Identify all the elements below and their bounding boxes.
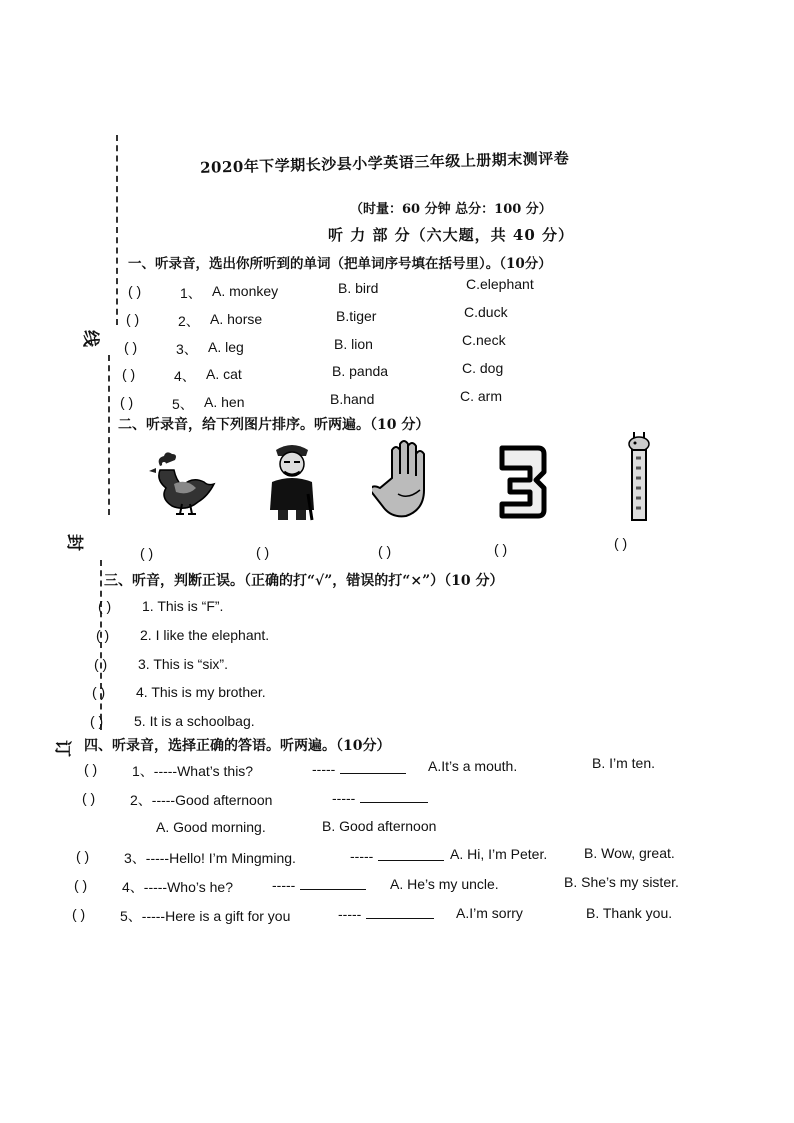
binding-dashed-line-bottom bbox=[100, 560, 102, 730]
margin-mark-ding: 订 bbox=[52, 740, 72, 757]
page-title: 2020年下学期长沙县小学英语三年级上册期末测评卷 bbox=[199, 149, 570, 177]
option-b: B. panda bbox=[332, 363, 389, 379]
option-b: B. She’s my sister. bbox=[564, 874, 679, 890]
item-number: 4、 bbox=[174, 368, 196, 384]
statement-text: 2. I like the elephant. bbox=[140, 627, 270, 643]
answer-paren[interactable]: ( ) bbox=[96, 627, 110, 643]
option-b: B. I’m ten. bbox=[592, 755, 656, 771]
response-blank[interactable] bbox=[340, 761, 406, 774]
picture-order-paren[interactable]: ( ) bbox=[140, 545, 154, 561]
option-b: B.hand bbox=[330, 391, 375, 407]
picture-order-paren[interactable]: ( ) bbox=[614, 535, 628, 551]
statement-text: 3. This is “six”. bbox=[138, 656, 228, 672]
option-c: C.neck bbox=[462, 332, 506, 348]
response-dash: ----- bbox=[272, 877, 296, 893]
option-a: A. hen bbox=[204, 394, 245, 410]
picture-order-paren[interactable]: ( ) bbox=[256, 544, 270, 560]
binding-dashed-line-middle bbox=[108, 355, 110, 515]
margin-mark-xian: 线 bbox=[80, 330, 100, 347]
question-text: 1、-----What’s this? bbox=[132, 763, 254, 779]
giraffe-picture bbox=[622, 428, 658, 524]
item-number: 1、 bbox=[180, 285, 202, 301]
section-2-heading: 二、听录音，给下列图片排序。听两遍。（10 分） bbox=[118, 417, 430, 433]
section-1-heading: 一、听录音，选出你所听到的单词（把单词序号填在括号里）。（10分） bbox=[128, 256, 552, 272]
option-b: B. Good afternoon bbox=[322, 818, 437, 834]
hen-picture bbox=[146, 448, 218, 520]
response-dash: ----- bbox=[338, 906, 362, 922]
question-text: 3、-----Hello! I’m Mingming. bbox=[124, 850, 296, 866]
item-number: 5、 bbox=[172, 396, 194, 412]
option-a: A. Good morning. bbox=[156, 819, 266, 835]
question-text: 5、-----Here is a gift for you bbox=[120, 908, 291, 924]
response-blank[interactable] bbox=[300, 877, 366, 890]
answer-paren[interactable]: ( ) bbox=[98, 598, 112, 614]
item-number: 2、 bbox=[178, 313, 200, 329]
question-text: 2、-----Good afternoon bbox=[130, 792, 273, 808]
option-a: A. Hi, I’m Peter. bbox=[450, 846, 548, 862]
option-a: A.It’s a mouth. bbox=[428, 758, 518, 774]
option-b: B. Thank you. bbox=[586, 905, 673, 921]
option-b: B. lion bbox=[334, 336, 373, 352]
exam-info: （时量：60 分钟 总分：100 分） bbox=[350, 202, 552, 217]
option-c: C. arm bbox=[460, 388, 502, 404]
binding-dashed-line-top bbox=[116, 135, 118, 325]
option-c: C.elephant bbox=[466, 276, 534, 292]
option-a: A. monkey bbox=[212, 283, 279, 299]
number-three-picture bbox=[494, 442, 548, 522]
answer-paren[interactable]: ( ) bbox=[84, 761, 98, 777]
margin-mark-feng: 封 bbox=[64, 534, 84, 551]
option-c: C.duck bbox=[464, 304, 508, 320]
option-b: B. Wow, great. bbox=[584, 845, 675, 861]
section-4-heading: 四、听录音，选择正确的答语。听两遍。（10分） bbox=[84, 738, 391, 754]
option-a: A. leg bbox=[208, 339, 244, 355]
section-3-heading: 三、听音，判断正误。（正确的打“√”，错误的打“×”）（10 分） bbox=[104, 573, 504, 589]
answer-paren[interactable]: ( ) bbox=[122, 366, 136, 382]
answer-paren[interactable]: ( ) bbox=[90, 713, 104, 729]
grandpa-picture bbox=[262, 440, 322, 522]
response-blank[interactable] bbox=[366, 906, 434, 919]
answer-paren[interactable]: ( ) bbox=[82, 790, 96, 806]
question-text: 4、-----Who’s he? bbox=[122, 879, 233, 895]
option-a: A. horse bbox=[210, 311, 263, 327]
item-number: 3、 bbox=[176, 341, 198, 357]
response-dash: ----- bbox=[332, 790, 356, 806]
response-blank[interactable] bbox=[378, 848, 444, 861]
option-a: A.I’m sorry bbox=[456, 905, 523, 921]
answer-paren[interactable]: ( ) bbox=[92, 684, 106, 700]
statement-text: 4. This is my brother. bbox=[136, 684, 266, 700]
statement-text: 1. This is “F”. bbox=[142, 598, 224, 614]
response-blank[interactable] bbox=[360, 790, 428, 803]
option-b: B.tiger bbox=[336, 308, 377, 324]
statement-text: 5. It is a schoolbag. bbox=[134, 713, 255, 729]
answer-paren[interactable]: ( ) bbox=[128, 283, 142, 299]
picture-order-paren[interactable]: ( ) bbox=[378, 543, 392, 559]
picture-order-paren[interactable]: ( ) bbox=[494, 541, 508, 557]
answer-paren[interactable]: ( ) bbox=[126, 311, 140, 327]
answer-paren[interactable]: ( ) bbox=[74, 877, 88, 893]
response-dash: ----- bbox=[350, 848, 374, 864]
answer-paren[interactable]: ( ) bbox=[76, 848, 90, 864]
answer-paren[interactable]: ( ) bbox=[124, 339, 138, 355]
option-a: A. He’s my uncle. bbox=[390, 876, 499, 892]
answer-paren[interactable]: ( ) bbox=[72, 906, 86, 922]
hand-picture bbox=[372, 438, 444, 524]
response-dash: ----- bbox=[312, 761, 336, 777]
part-heading: 听 力 部 分（六大题，共 40 分） bbox=[328, 226, 574, 244]
answer-paren[interactable]: ( ) bbox=[120, 394, 134, 410]
option-c: C. dog bbox=[462, 360, 504, 376]
answer-paren[interactable]: ( ) bbox=[94, 656, 108, 672]
option-b: B. bird bbox=[338, 280, 379, 296]
option-a: A. cat bbox=[206, 366, 242, 382]
